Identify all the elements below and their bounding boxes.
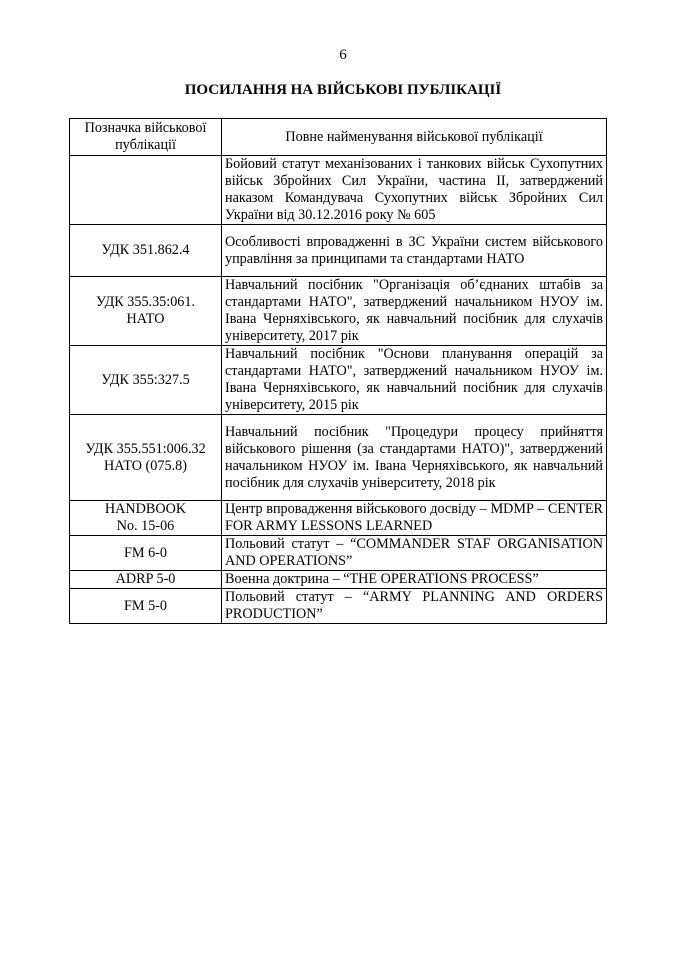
designation-cell: УДК 351.862.4 [70, 225, 222, 277]
table-row [70, 156, 607, 225]
full-name-cell: Особливості впровадженні в ЗС України систем військового управління за принципами та стандартами НАТО [222, 225, 607, 277]
table-row [70, 571, 607, 589]
header-full-name: Повне найменування військової публікації [222, 119, 607, 156]
full-name-cell: Навчальний посібник "Організація об’єднаних штабів за стандартами НАТО", затверджений начальником НУОУ ім. Івана Черняхівського, як навчальний посібник для слухачів університету, 2017 рік [222, 277, 607, 346]
table-row [70, 589, 607, 624]
table-row [70, 536, 607, 571]
full-name-cell: Навчальний посібник "Основи планування операцій за стандартами НАТО", затверджений начальником НУОУ ім. Івана Черняхівського, як навчальний посібник для слухачів університету, 2015 рік [222, 346, 607, 415]
full-name-cell: Центр впровадження військового досвіду – MDMP – CENTER FOR ARMY LESSONS LEARNED [222, 501, 607, 536]
designation-cell: ADRP 5-0 [70, 571, 222, 589]
designation-cell: HANDBOOK No. 15-06 [70, 501, 222, 536]
table-header-row [70, 119, 607, 156]
full-name-cell: Военна доктрина – “THE OPERATIONS PROCESS” [222, 571, 607, 589]
full-name-cell: Польовий статут – “COMMANDER STAF ORGANISATION AND OPERATIONS” [222, 536, 607, 571]
designation-cell: FM 5-0 [70, 589, 222, 624]
header-designation: Позначка військової публікації [70, 119, 222, 156]
designation-cell [70, 156, 222, 225]
page-number: 6 [339, 47, 347, 63]
page-title: ПОСИЛАННЯ НА ВІЙСЬКОВІ ПУБЛІКАЦІЇ [184, 82, 502, 98]
full-name-cell: Польовий статут – “ARMY PLANNING AND ORDERS PRODUCTION” [222, 589, 607, 624]
publications-table [69, 118, 607, 624]
table-row [70, 277, 607, 346]
designation-cell: УДК 355.551:006.32 НАТО (075.8) [70, 415, 222, 501]
table-row [70, 346, 607, 415]
table-row [70, 501, 607, 536]
full-name-cell: Бойовий статут механізованих і танкових військ Сухопутних військ Збройних Сил України, частина II, затверджений наказом Командувача Сухопутних військ Збройних Сил України від 30.12.2016 року № 605 [222, 156, 607, 225]
full-name-cell: Навчальний посібник "Процедури процесу прийняття військового рішення (за стандартами НАТО)", затверджений начальником НУОУ ім. Івана Черняхівського, як навчальний посібник для слухачів університету, 2018 рік [222, 415, 607, 501]
designation-cell: УДК 355:327.5 [70, 346, 222, 415]
table-row [70, 415, 607, 501]
designation-cell: FM 6-0 [70, 536, 222, 571]
table-row [70, 225, 607, 277]
designation-cell: УДК 355.35:061. НАТО [70, 277, 222, 346]
